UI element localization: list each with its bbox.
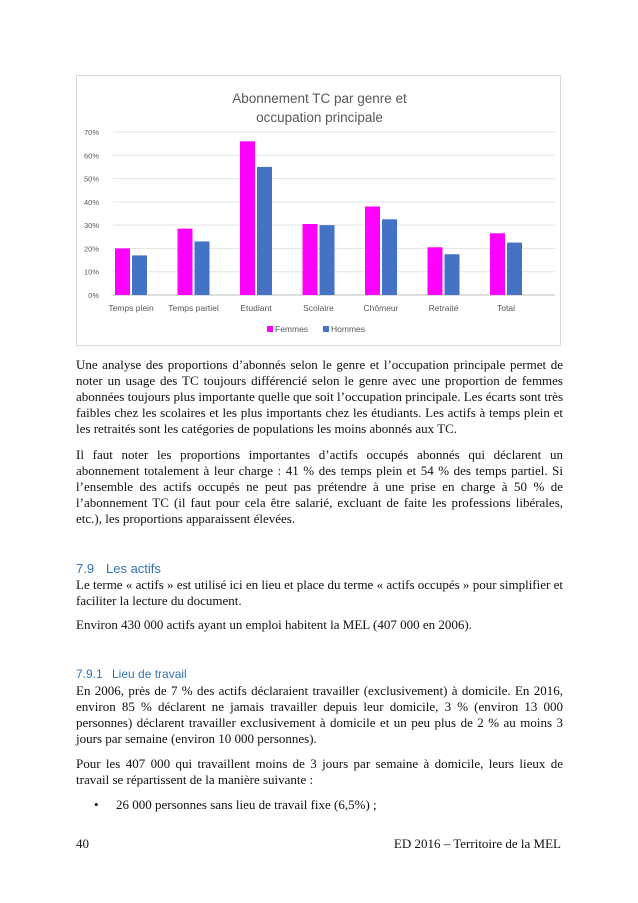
bar-hommes (195, 241, 210, 295)
legend-label: Femmes (275, 324, 309, 334)
heading-7-9-1 (76, 667, 187, 681)
bar-femmes (428, 247, 443, 295)
chart-title: Abonnement TC par genre et (232, 91, 407, 106)
y-tick-label: 20% (83, 244, 99, 254)
legend-swatch (267, 326, 273, 332)
bar-femmes (490, 233, 505, 295)
paragraph-lieux-travail: Pour les 407 000 qui travaillent moins de 3 jours par semaine à domicile, leurs lieux de travail se répartissent de la manière suivante : (76, 756, 563, 787)
bar-hommes (320, 225, 335, 295)
x-tick-label: Scolaire (303, 303, 334, 313)
x-tick-label: Temps partiel (168, 303, 219, 313)
y-tick-label: 60% (83, 151, 99, 161)
x-tick-label: Temps plein (108, 303, 154, 313)
x-tick-label: Etudiant (240, 303, 272, 313)
legend-label: Hommes (331, 324, 366, 334)
bar-hommes (257, 167, 272, 295)
chart-title: occupation principale (256, 110, 383, 125)
paragraph-actifs-abonnes: Il faut noter les proportions importantes d’actifs occupés abonnés qui déclarent un abonnement totalement à leur charge : 41 % des temps plein et 54 % des temps partiel. Si l’ensemble des actifs occupés ne peut pas prétendre à une prise en charge à 50 % de l’abonnement TC (il faut pour cela être salarié, excluant de faite les professions libérales, etc.), les proportions apparaissent élevées. (76, 447, 563, 526)
y-tick-label: 40% (83, 197, 99, 207)
y-tick-label: 30% (83, 221, 99, 231)
bar-hommes (382, 219, 397, 295)
bullet-icon: • (94, 797, 99, 812)
x-tick-label: Total (497, 303, 515, 313)
paragraph-domicile: En 2006, près de 7 % des actifs déclaraient travailler (exclusivement) à domicile. En 2016, environ 85 % déclarent ne jamais travailler depuis leur domicile, 3 % (environ 13 000 personnes) déclarent travailler exclusivement à domicile et un peu plus de 2 % au moins 3 jours par semaine (environ 10 000 personnes). (76, 683, 563, 746)
legend-swatch (323, 326, 329, 332)
bullet-item (94, 797, 554, 813)
paragraph-analysis: Une analyse des proportions d’abonnés selon le genre et l’occupation principale permet de noter un usage des TC toujours différencié selon le genre avec une proportion de femmes abonnées toujours plus importante quelle que soit l’occupation principale. Les écarts sont très faibles chez les scolaires et les plus importants chez les étudiants. Les actifs à temps plein et les retraités sont les catégories de populations les moins abonnés aux TC. (76, 357, 564, 436)
heading-7-9 (76, 561, 161, 576)
heading-text: Les actifs (106, 561, 161, 576)
bar-chart (76, 75, 561, 346)
chart-canvas (77, 76, 562, 347)
bar-hommes (132, 255, 147, 295)
bar-hommes (507, 243, 522, 295)
paragraph-environ-actifs: Environ 430 000 actifs ayant un emploi habitent la MEL (407 000 en 2006). (76, 617, 472, 632)
x-tick-label: Retraité (428, 303, 459, 313)
footer-source: ED 2016 – Territoire de la MEL (393, 836, 561, 851)
bullet-text: 26 000 personnes sans lieu de travail fixe (6,5%) ; (116, 797, 377, 812)
heading-number: 7.9.1 (76, 667, 103, 681)
heading-text: Lieu de travail (112, 667, 187, 681)
heading-number: 7.9 (76, 561, 95, 576)
page-number: 40 (76, 836, 89, 851)
bar-femmes (303, 224, 318, 295)
y-tick-label: 0% (88, 291, 99, 300)
bar-femmes (240, 141, 255, 295)
bar-hommes (445, 254, 460, 295)
y-tick-label: 10% (83, 267, 99, 277)
paragraph-terme-actifs: Le terme « actifs » est utilisé ici en lieu et place du terme « actifs occupés » pour simplifier et faciliter la lecture du document. (76, 577, 563, 608)
bar-femmes (178, 229, 193, 295)
y-tick-label: 70% (83, 128, 99, 137)
bar-femmes (115, 248, 130, 295)
y-tick-label: 50% (83, 174, 99, 184)
x-tick-label: Chômeur (363, 303, 399, 313)
bar-femmes (365, 207, 380, 295)
